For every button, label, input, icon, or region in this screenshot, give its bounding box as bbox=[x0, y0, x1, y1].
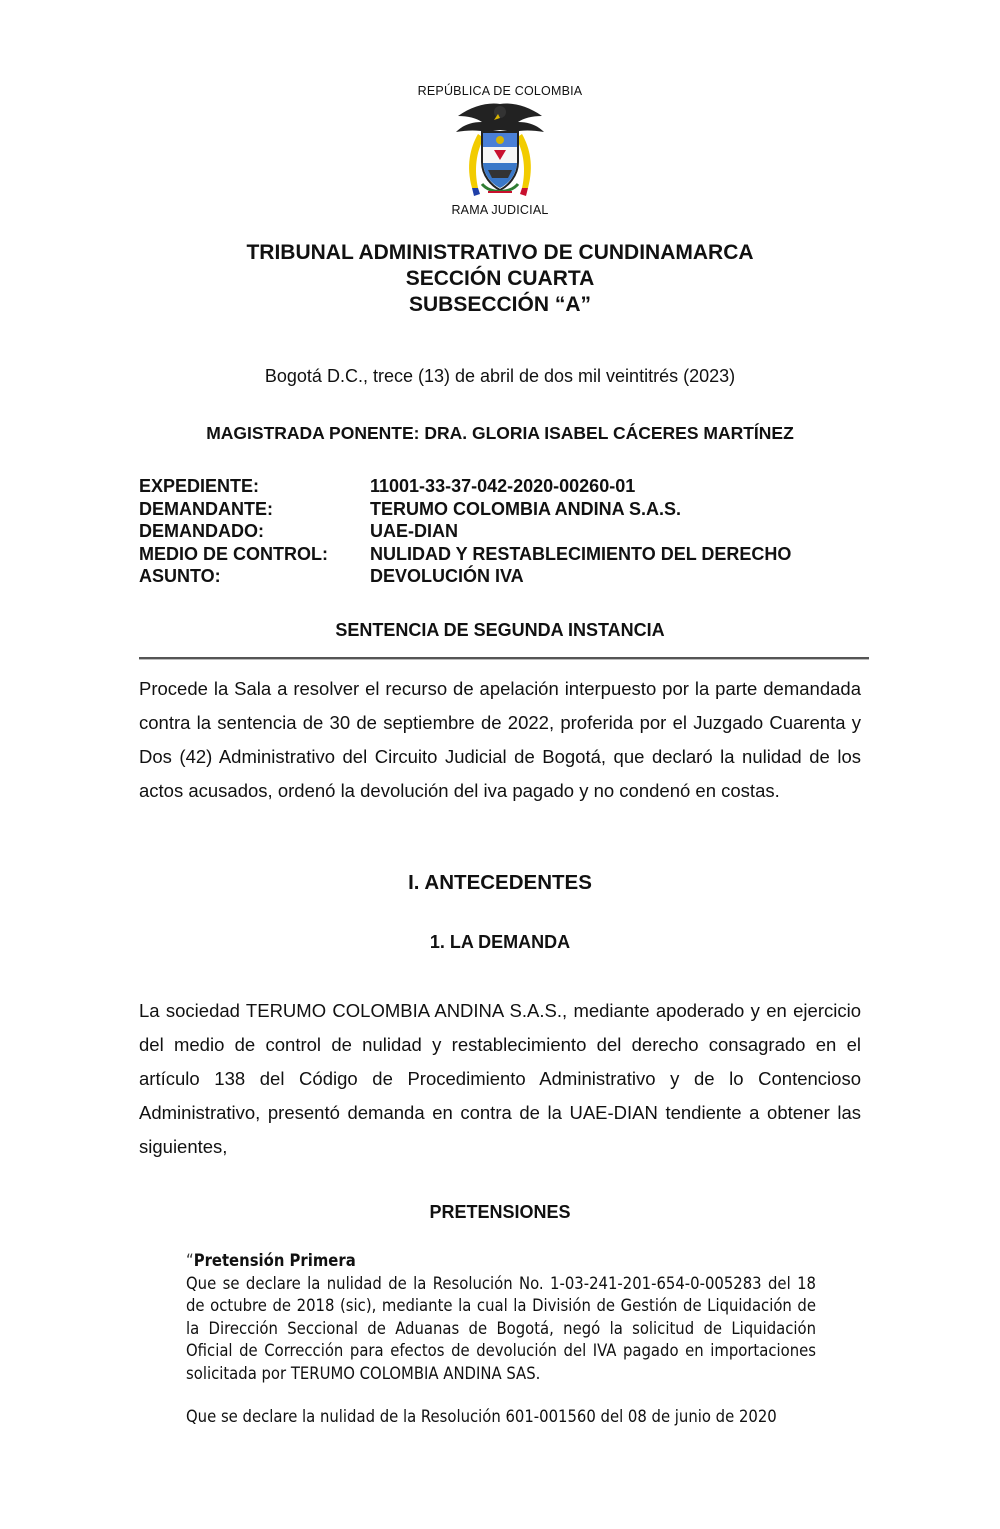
pretensiones-heading: PRETENSIONES bbox=[429, 1202, 571, 1222]
date-line: Bogotá D.C., trece (13) de abril de dos mil veintitrés (2023) bbox=[264, 366, 736, 386]
case-row-demandado bbox=[139, 520, 879, 543]
court-section: SECCIÓN CUARTA bbox=[405, 267, 595, 290]
country-caption: REPÚBLICA DE COLOMBIA bbox=[417, 84, 583, 98]
pretension-title-text: Pretensión Primera bbox=[193, 1251, 356, 1270]
open-quote-mark: “ bbox=[186, 1251, 194, 1270]
court-subsection: SUBSECCIÓN “A” bbox=[408, 293, 592, 316]
case-value: 11001-33-37-042-2020-00260-01 bbox=[370, 476, 636, 496]
subsection-heading: 1. LA DEMANDA bbox=[429, 932, 571, 952]
case-label: EXPEDIENTE: bbox=[139, 476, 260, 496]
case-row-medio-de-control bbox=[139, 543, 879, 566]
case-info-table bbox=[139, 475, 879, 588]
case-label: DEMANDANTE: bbox=[139, 498, 273, 519]
branch-caption: RAMA JUDICIAL bbox=[451, 203, 549, 217]
sentencia-title: SENTENCIA DE SEGUNDA INSTANCIA bbox=[335, 620, 665, 640]
case-value: NULIDAD Y RESTABLECIMIENTO DEL DERECHO bbox=[370, 543, 792, 564]
pretension-paragraph-2: Que se declare la nulidad de la Resolución 601-001560 del 08 de junio de 2020 bbox=[186, 1407, 777, 1426]
case-label: MEDIO DE CONTROL: bbox=[139, 543, 328, 564]
case-label: DEMANDADO: bbox=[139, 521, 264, 541]
court-heading bbox=[0, 240, 1000, 318]
pretension-title bbox=[186, 1250, 816, 1273]
case-value: UAE-DIAN bbox=[370, 521, 458, 541]
case-label: ASUNTO: bbox=[139, 566, 221, 586]
case-row-asunto bbox=[139, 565, 879, 588]
court-name: TRIBUNAL ADMINISTRATIVO DE CUNDINAMARCA bbox=[246, 241, 754, 264]
case-value: TERUMO COLOMBIA ANDINA S.A.S. bbox=[370, 498, 681, 519]
pretension-quote bbox=[186, 1250, 816, 1385]
pretension-paragraph-1: Que se declare la nulidad de la Resolución No. 1-03-241-201-654-0-005283 del 18 de octubre de 2018 (sic), mediante la cual la División de Gestión de Liquidación de la Dirección Seccional de Aduanas de Bogotá, negó la solicitud de Liquidación Oficial de Corrección para efectos de devolución del IVA pagado en importaciones solicitada por TERUMO COLOMBIA ANDINA SAS. bbox=[186, 1273, 816, 1383]
section-heading: I. ANTECEDENTES bbox=[408, 871, 592, 894]
colombia-coat-of-arms-icon bbox=[448, 100, 552, 200]
case-row-expediente bbox=[139, 475, 879, 498]
case-row-demandante bbox=[139, 498, 879, 521]
demanda-paragraph: La sociedad TERUMO COLOMBIA ANDINA S.A.S., mediante apoderado y en ejercicio del medio de control de nulidad y restablecimiento del derecho consagrado en el artículo 138 del Código de Procedimiento Administrativo y de lo Contencioso Administrativo, presentó demanda en contra de la UAE-DIAN tendiente a obtener las siguientes, bbox=[139, 1000, 861, 1157]
intro-paragraph: Procede la Sala a resolver el recurso de apelación interpuesto por la parte demandada contra la sentencia de 30 de septiembre de 2022, proferida por el Juzgado Cuarenta y Dos (42) Administrativo del Circuito Judicial de Bogotá, que declaró la nulidad de los actos acusados, ordenó la devolución del iva pagado y no condenó en costas. bbox=[139, 678, 861, 801]
horizontal-divider bbox=[139, 657, 869, 660]
case-value: DEVOLUCIÓN IVA bbox=[370, 566, 524, 586]
magistrada-ponente: MAGISTRADA PONENTE: DRA. GLORIA ISABEL CÁCERES MARTÍNEZ bbox=[206, 423, 794, 443]
